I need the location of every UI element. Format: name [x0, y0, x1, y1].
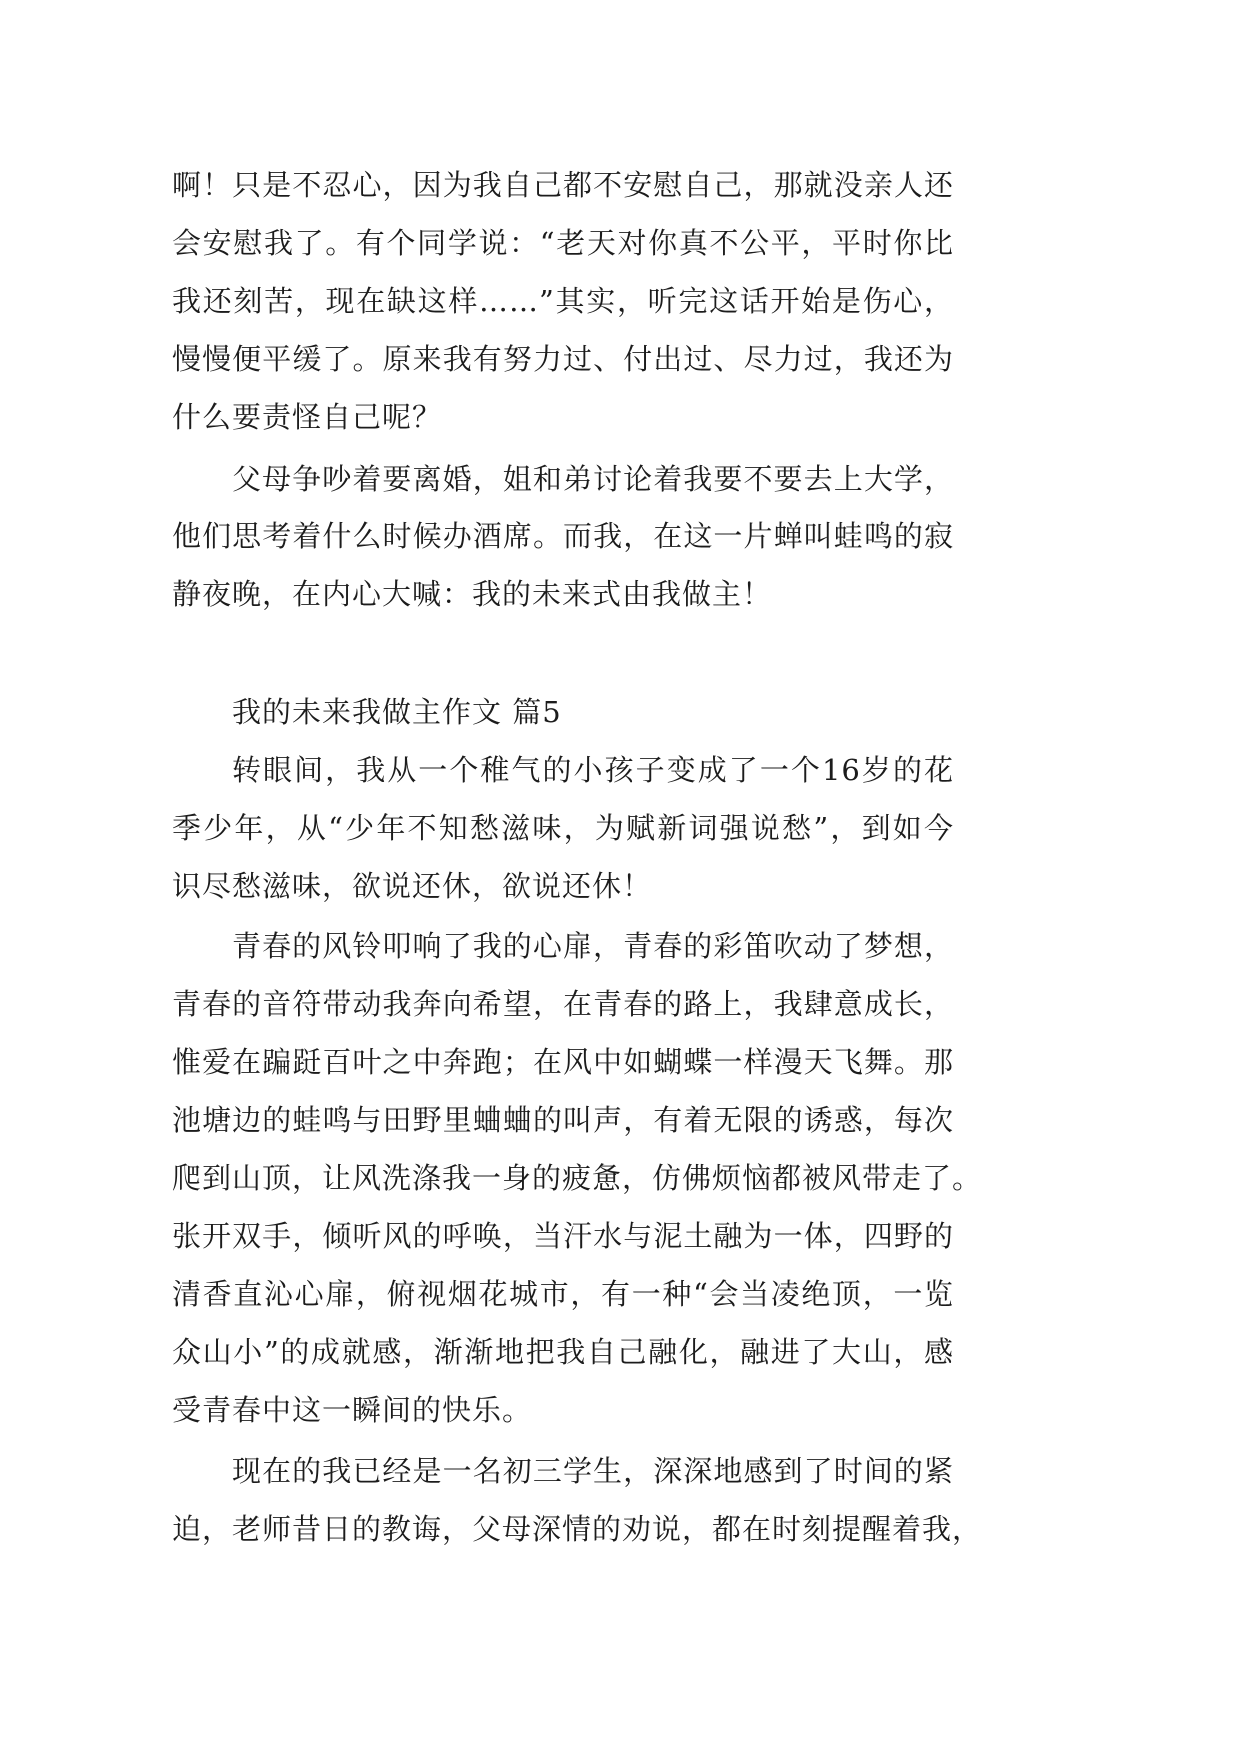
- text-line: 现在的我已经是一名初三学生，深深地感到了时间的紧: [232, 1454, 954, 1488]
- text-line: 惟爱在蹁跹百叶之中奔跑；在风中如蝴蝶一样漫天飞舞。那: [172, 1045, 954, 1079]
- text-line: 青春的音符带动我奔向希望，在青春的路上，我肆意成长，: [172, 987, 954, 1021]
- text-line: 爬到山顶，让风洗涤我一身的疲惫，仿佛烦恼都被风带走了。: [172, 1161, 983, 1195]
- text-line: 父母争吵着要离婚，姐和弟讨论着我要不要去上大学，: [232, 462, 954, 496]
- text-line: 啊！只是不忍心，因为我自己都不安慰自己，那就没亲人还: [172, 168, 954, 202]
- text-line: 迫，老师昔日的教诲，父母深情的劝说，都在时刻提醒着我，: [172, 1512, 983, 1546]
- text-line: 我还刻苦，现在缺这样……”其实，听完这话开始是伤心，: [172, 284, 954, 318]
- text-line: 静夜晚，在内心大喊：我的未来式由我做主！: [172, 577, 773, 611]
- text-line: 众山小”的成就感，渐渐地把我自己融化，融进了大山，感: [172, 1335, 954, 1369]
- text-line: 什么要责怪自己呢？: [172, 400, 443, 434]
- text-line: 会安慰我了。有个同学说：“老天对你真不公平，平时你比: [172, 226, 954, 260]
- text-line: 转眼间，我从一个稚气的小孩子变成了一个16岁的花: [232, 753, 954, 787]
- text-line: 识尽愁滋味，欲说还休，欲说还休！: [172, 869, 653, 903]
- section-heading: 我的未来我做主作文 篇5: [232, 695, 562, 729]
- text-line: 池塘边的蛙鸣与田野里蛐蛐的叫声，有着无限的诱惑，每次: [172, 1103, 954, 1137]
- text-line: 清香直沁心扉，俯视烟花城市，有一种“会当凌绝顶，一览: [172, 1277, 954, 1311]
- text-line: 张开双手，倾听风的呼唤，当汗水与泥土融为一体，四野的: [172, 1219, 954, 1253]
- text-line: 季少年，从“少年不知愁滋味，为赋新词强说愁”，到如今: [172, 811, 954, 845]
- text-line: 受青春中这一瞬间的快乐。: [172, 1393, 533, 1427]
- text-line: 慢慢便平缓了。原来我有努力过、付出过、尽力过，我还为: [172, 342, 954, 376]
- text-line: 青春的风铃叩响了我的心扉，青春的彩笛吹动了梦想，: [232, 929, 954, 963]
- text-line: 他们思考着什么时候办酒席。而我，在这一片蝉叫蛙鸣的寂: [172, 519, 954, 553]
